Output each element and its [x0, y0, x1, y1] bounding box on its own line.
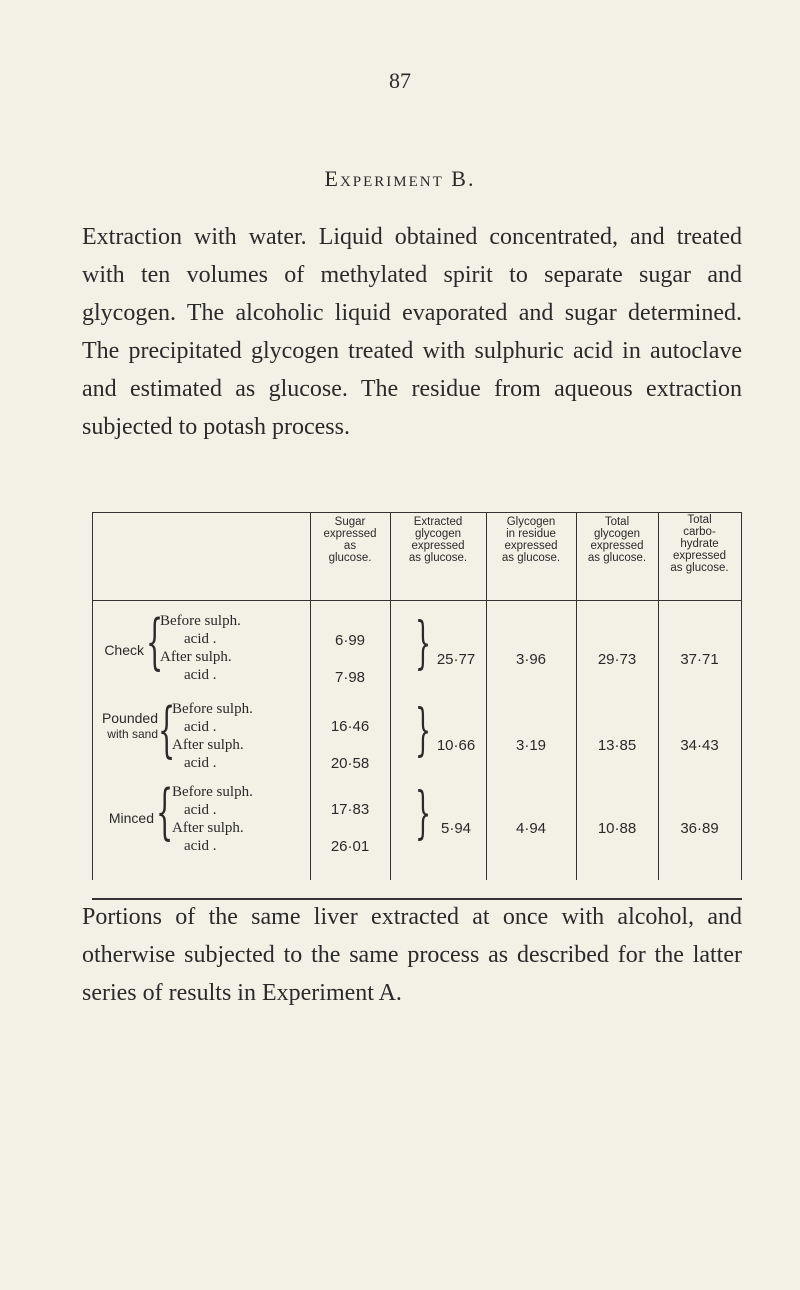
col-rule	[741, 512, 742, 880]
total-glycogen-value: 29·73	[597, 651, 637, 668]
col-rule	[92, 512, 93, 880]
header-sugar: Sugar expressed as glucose.	[323, 516, 377, 564]
header-glycogen-residue: Glycogen in residue expressed as glucose.	[501, 516, 561, 564]
row-line: acid .	[184, 631, 217, 647]
total-carbohydrate-value: 37·71	[680, 651, 719, 668]
row-line: acid .	[184, 719, 217, 735]
table-top-rule	[92, 512, 742, 513]
header-extracted-glycogen: Extracted glycogen expressed as glucose.	[408, 516, 468, 564]
header-total-glycogen: Total glycogen expressed as glucose.	[587, 516, 647, 564]
extracted-value: 5·94	[440, 820, 472, 837]
right-brace: }	[415, 781, 432, 846]
sugar-before-value: 17·83	[330, 801, 370, 818]
left-brace: {	[158, 695, 176, 765]
right-brace: }	[415, 698, 432, 763]
table-header-rule	[92, 600, 742, 601]
header-total-carbohydrate: Total carbo- hydrate expressed as glucose.	[670, 514, 729, 574]
sugar-after-value: 7·98	[334, 669, 366, 686]
extracted-value: 10·66	[436, 737, 476, 754]
left-brace: {	[156, 777, 174, 847]
extracted-value: 25·77	[436, 651, 476, 668]
row-group-label: Check	[104, 642, 144, 658]
residue-value: 3·96	[515, 651, 547, 668]
total-carbohydrate-value: 34·43	[680, 737, 719, 754]
row-line: acid .	[184, 838, 217, 854]
right-brace: }	[415, 611, 432, 676]
results-table	[92, 512, 742, 902]
row-group-label: Minced	[108, 810, 154, 826]
col-rule	[390, 512, 391, 880]
sugar-after-value: 20·58	[330, 755, 370, 772]
total-carbohydrate-value: 36·89	[680, 820, 719, 837]
row-line: acid .	[184, 802, 217, 818]
row-line: acid .	[184, 667, 217, 683]
row-line: Before sulph.	[172, 701, 253, 717]
left-brace: {	[146, 607, 164, 677]
total-glycogen-value: 13·85	[597, 737, 637, 754]
intro-paragraph: Extraction with water. Liquid obtained concentrated, and treated with ten volumes of methylated spirit to separate sugar and glycogen. The alcoholic liquid evaporated and sugar determined. The precipitated glycogen treated with sulphuric acid in autoclave and estimated as glucose. The residue from aqueous extraction subjected to potash process.	[82, 224, 742, 440]
row-line: After sulph.	[172, 820, 244, 836]
residue-value: 4·94	[515, 820, 547, 837]
row-line: After sulph.	[160, 649, 232, 665]
row-line: After sulph.	[172, 737, 244, 753]
outro-paragraph: Portions of the same liver extracted at once with alcohol, and otherwise subjected to the same process as described for the latter series of results in Experiment A.	[82, 904, 742, 1006]
sugar-after-value: 26·01	[330, 838, 370, 855]
sugar-before-value: 6·99	[334, 632, 366, 649]
sugar-before-value: 16·46	[330, 718, 370, 735]
page-number: 87	[389, 68, 411, 93]
section-heading: Experiment B.	[324, 166, 476, 191]
total-glycogen-value: 10·88	[597, 820, 637, 837]
row-line: Before sulph.	[160, 613, 241, 629]
col-rule	[310, 512, 311, 880]
residue-value: 3·19	[515, 737, 547, 754]
row-line: acid .	[184, 755, 217, 771]
row-group-label: Pounded with sand	[101, 710, 158, 741]
row-line: Before sulph.	[172, 784, 253, 800]
